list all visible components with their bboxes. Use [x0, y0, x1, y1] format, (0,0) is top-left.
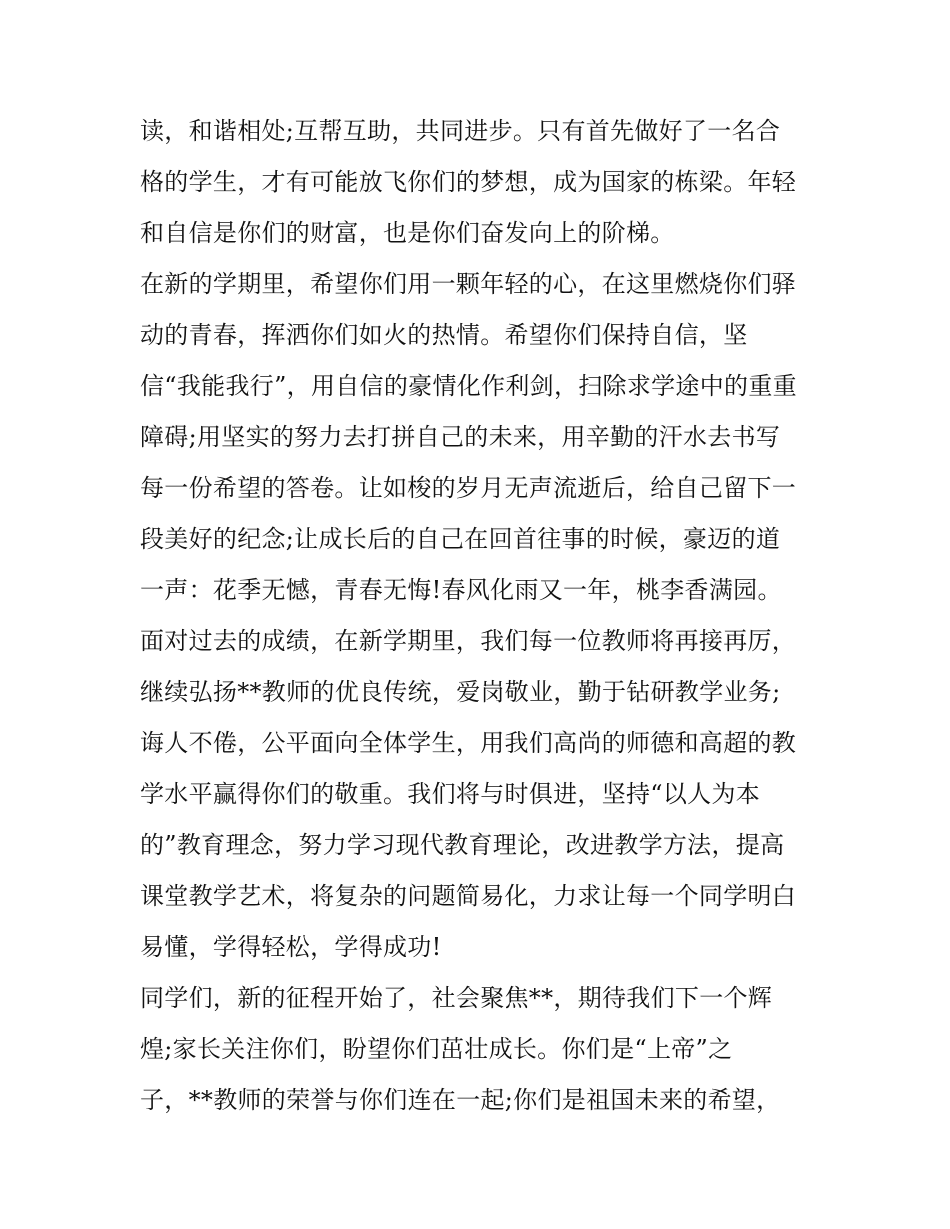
text-line: 格的学生，才有可能放飞你们的梦想，成为国家的栋梁。年轻 [140, 168, 797, 196]
text-line: 同学们，新的征程开始了，社会聚焦**，期待我们下一个辉 [140, 984, 773, 1012]
text-line: 煌;家长关注你们，盼望你们茁壮成长。你们是“上帝”之 [140, 1035, 733, 1063]
text-line: 易懂，学得轻松，学得成功! [140, 933, 442, 961]
text-line: 的”教育理念，努力学习现代教育理论，改进教学方法，提高 [140, 831, 785, 859]
text-line: 和自信是你们的财富，也是你们奋发向上的阶梯。 [140, 219, 675, 247]
text-line: 障碍;用坚实的努力去打拼自己的未来，用辛勤的汗水去书写 [140, 423, 781, 451]
text-line: 诲人不倦，公平面向全体学生，用我们高尚的师德和高超的教 [140, 729, 797, 757]
text-line: 动的青春，挥洒你们如火的热情。希望你们保持自信，坚 [140, 321, 748, 349]
text-line: 一声：花季无憾，青春无悔!春风化雨又一年，桃李香满园。 [140, 576, 782, 604]
text-line: 读，和谐相处;互帮互助，共同进步。只有首先做好了一名合 [140, 117, 781, 145]
text-line: 段美好的纪念;让成长后的自己在回首往事的时候，豪迈的道 [140, 525, 781, 553]
text-line: 继续弘扬**教师的优良传统，爱岗敬业，勤于钻研教学业务; [140, 678, 781, 706]
text-line: 学水平赢得你们的敬重。我们将与时俱进，坚持“以人为本 [140, 780, 761, 808]
text-line: 子，**教师的荣誉与你们连在一起;你们是祖国未来的希望， [140, 1086, 781, 1114]
text-line: 在新的学期里，希望你们用一颗年轻的心，在这里燃烧你们驿 [140, 270, 797, 298]
body-text [140, 106, 820, 1126]
text-line: 信“我能我行”，用自信的豪情化作利剑，扫除求学途中的重重 [140, 372, 797, 400]
text-line: 面对过去的成绩，在新学期里，我们每一位教师将再接再厉， [140, 627, 797, 655]
text-line: 每一份希望的答卷。让如梭的岁月无声流逝后，给自己留下一 [140, 474, 797, 502]
text-line: 课堂教学艺术，将复杂的问题简易化，力求让每一个同学明白 [140, 882, 797, 910]
